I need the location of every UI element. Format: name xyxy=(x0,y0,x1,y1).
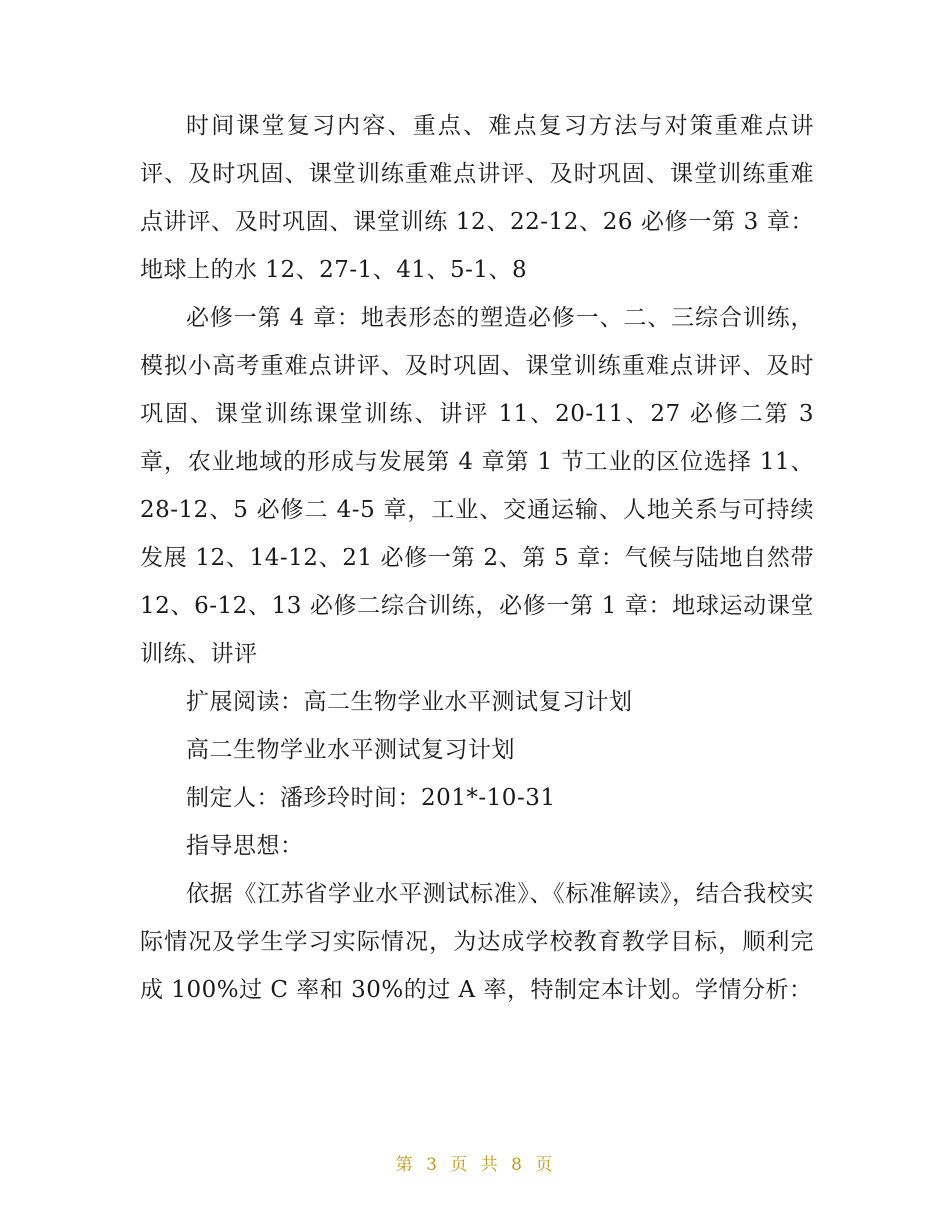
paragraph-plan-title: 高二生物学业水平测试复习计划 xyxy=(186,737,515,763)
paragraph-author-date: 制定人：潘珍玲时间：201*-10-31 xyxy=(186,785,556,811)
paragraph-extended-reading: 扩展阅读：高二生物学业水平测试复习计划 xyxy=(186,689,633,715)
paragraph-required-chapters: 必修一第 4 章：地表形态的塑造必修一、二、三综合训练，模拟小高考重难点讲评、及时巩固、课堂训练重难点讲评、及时巩固、课堂训练课堂训练、讲评 11、20-11、27 必修二第 3 章，农业地域的形成与发展第 4 章第 1 节工业的区位选择 11、28-12、5 必修二 4-5 章，工业、交通运输、人地关系与可持续发展 12、14-12、21 必修一第 2、第 5 章：气候与陆地自然带 12、6-12、13 必修二综合训练，必修一第 1 章：地球运动课堂训练、讲评 xyxy=(140,305,814,667)
paragraph-guiding-heading: 指导思想： xyxy=(186,833,304,859)
paragraph-review-schedule: 时间课堂复习内容、重点、难点复习方法与对策重难点讲评、及时巩固、课堂训练重难点讲评、及时巩固、课堂训练重难点讲评、及时巩固、课堂训练 12、22-12、26 必修一第 3 章：地球上的水 12、27-1、41、5-1、8 xyxy=(140,113,814,283)
document-body xyxy=(140,102,814,1014)
paragraph-guiding-content: 依据《江苏省学业水平测试标准》、《标准解读》，结合我校实际情况及学生学习实际情况，为达成学校教育教学目标，顺利完成 100%过 C 率和 30%的过 A 率，特制定本计划。学情分析： xyxy=(140,881,814,1003)
page-number-footer: 第 3 页 共 8 页 xyxy=(395,1155,555,1175)
